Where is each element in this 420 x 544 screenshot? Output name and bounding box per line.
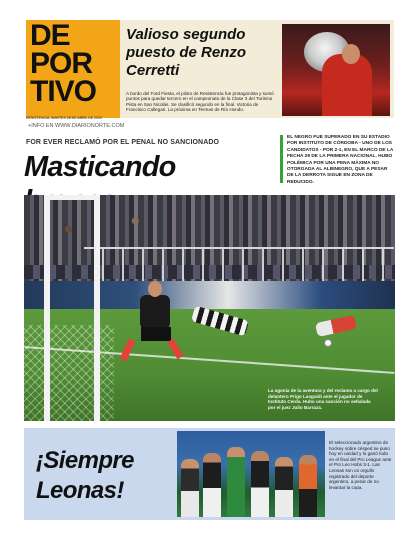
- team-player-figure: [203, 453, 221, 517]
- teaser-text: A bordo del Ford Fiesta, el piloto de Resistencia fue protagonista y sumó puntos para quedar tercero en el campeonato de la Clase 3 del Turismo Pista en San Nicolás. Se clasificó segundo en la final. Victoria de Francisco Callegari. La próxima en Termas de Río Hondo.: [126, 91, 274, 113]
- masthead-logo-block: [26, 20, 120, 118]
- team-player-figure: [227, 447, 245, 517]
- team-player-figure: [181, 459, 199, 517]
- hockey-team-photo: [177, 431, 325, 517]
- player-striker-head: [148, 281, 162, 297]
- main-headline: Masticando: [24, 151, 176, 183]
- team-player-figure: [275, 457, 293, 517]
- bottom-headline-line-1: ¡Siempre: [36, 447, 134, 474]
- teaser-photo: [282, 24, 390, 116]
- stadium-fence: [84, 247, 394, 281]
- story-summary: EL NEGRO FUE SUPERADO EN SU ESTADIO POR INSTITUTO DE CÓRDOBA - UNO DE LOS CANDIDATOS - POR 2-1, EN EL MARCO DE LA FECHA 29 DE LA PRIMERA NACIONAL. HUBO POLÉMICA POR UNA PENA MÁXIMA NO OTORGADA AL ALBINEGRO, QUE A PESAR DE LA DERROTA SIGUE EN ZONA DE REDUCIDO.: [287, 135, 394, 185]
- goal-crossbar: [44, 195, 100, 200]
- driver-head: [342, 44, 360, 64]
- bottom-headline-line-2: Leonas!: [36, 477, 124, 504]
- goal-net: [24, 325, 114, 421]
- goal-post-right: [94, 195, 100, 421]
- goal-post-left: [44, 195, 50, 421]
- player-striker-body: [140, 295, 170, 329]
- teaser-title: Valioso segundo puesto de Renzo Cerretti: [126, 26, 247, 79]
- dateline: RESISTENCIA, MARTES 28 DE ABRIL DE 2020: [26, 116, 102, 120]
- website-link[interactable]: +INFO EN WWW.DIARIONORTE.COM: [28, 123, 125, 129]
- summary-accent-bar: [280, 135, 283, 183]
- photo-caption: La agonía de la aventura y del reclamo a cargo del delantero Prigo Lasguidi ante el jugador de Instituto Cerda. Hubo una sanción no señalada por el juez Julio Barraza.: [268, 388, 378, 410]
- team-player-figure: [251, 451, 269, 517]
- player-striker-shorts: [141, 327, 171, 341]
- section-title-line-2: POR: [30, 47, 93, 80]
- section-title-line-1: DE: [30, 19, 70, 52]
- ball: [324, 339, 332, 347]
- bottom-story-text: El seleccionado argentino de hockey sobre césped se puso hoy en unidad y lo ganó todo en el final del Pro League ante el Pro Leo Hobs 3-1. Las Leonas son un orgullo registrado del deporte argentino, a pesar de no levantar la copa.: [329, 440, 392, 490]
- section-title: [30, 19, 120, 108]
- bottom-headline: [36, 446, 176, 506]
- advertising-board: [24, 281, 395, 309]
- section-title-line-3: TIVO: [30, 75, 97, 108]
- team-player-figure: [299, 455, 317, 517]
- story-kicker: FOR EVER RECLAMÓ POR EL PENAL NO SANCIONADO: [26, 139, 220, 146]
